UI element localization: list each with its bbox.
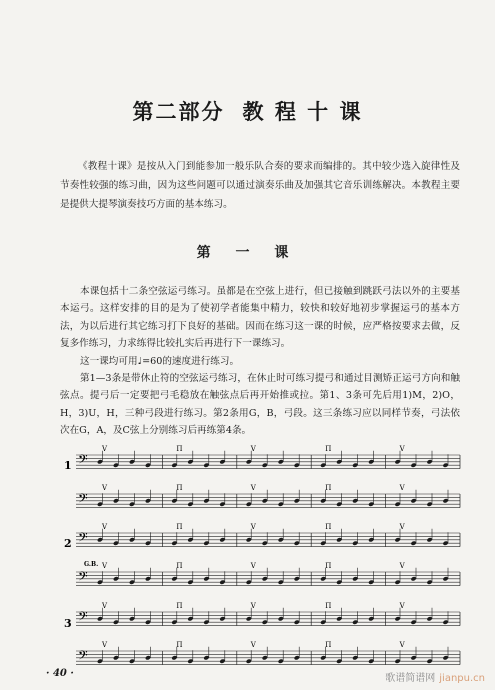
bow-mark: Π [176, 445, 183, 453]
part-name: 教 程 十 课 [242, 99, 363, 124]
watermark [385, 669, 485, 684]
bow-mark: V [399, 602, 405, 610]
notes [97, 451, 449, 664]
bow-mark: V [399, 445, 405, 453]
note-head [97, 659, 103, 664]
bass-clef-icon: 𝄢 [78, 609, 88, 627]
bass-clef-icon: 𝄢 [78, 530, 88, 548]
note-head [113, 463, 119, 468]
note-head [187, 616, 193, 621]
note-head [113, 620, 119, 625]
note-head [203, 463, 209, 468]
note-head [278, 502, 284, 507]
bow-section-label: G.B. [84, 561, 99, 568]
note-head [97, 459, 103, 464]
note-head [320, 541, 326, 546]
note-head [278, 580, 284, 585]
paragraph-2: 这一课均可用♩=60的速度进行练习。 [80, 355, 240, 367]
note-head [411, 498, 417, 503]
note-head [411, 541, 417, 546]
note-head [145, 541, 151, 546]
note-head [336, 459, 342, 464]
lesson-title: 第 一 课 [196, 245, 299, 261]
note-head [411, 463, 417, 468]
bow-mark: V [399, 562, 405, 570]
note-head [320, 498, 326, 503]
note-head [171, 620, 177, 625]
note-head [171, 498, 177, 503]
bass-clef-icon: 𝄢 [78, 648, 88, 666]
note-head [443, 463, 449, 468]
system-number-2: 2 [64, 537, 72, 550]
note-head [187, 502, 193, 507]
paragraph-1: 本课包括十二条空弦运弓练习。虽都是在空弦上进行，但已接触到跳跃弓法以外的主要基本运弓。这样安排的目的是为了使初学者能集中精力，较快和较好地初步掌握运弓的基本方法，为以后进行其它练习打下良好的基础。因而在练习这一课的时候，应严格按要求去做，反复多作练习，力求练得比较扎实后再进行下一课练习。 [60, 286, 460, 350]
note-head [395, 537, 401, 542]
bow-mark: V [399, 641, 405, 649]
system-numbers [64, 459, 72, 630]
note-head [246, 616, 252, 621]
note-head [203, 620, 209, 625]
note-head [171, 541, 177, 546]
note-head [352, 541, 358, 546]
bow-mark: Π [176, 602, 183, 610]
note-head [219, 616, 225, 621]
note-head [411, 576, 417, 581]
note-head [278, 459, 284, 464]
note-head [246, 580, 252, 585]
note-head [368, 580, 374, 585]
note-head [187, 459, 193, 464]
note-head [395, 659, 401, 664]
note-head [352, 620, 358, 625]
note-head [129, 659, 135, 664]
note-head [443, 541, 449, 546]
note-head [171, 655, 177, 660]
bow-mark: V [250, 445, 256, 453]
note-head [294, 620, 300, 625]
note-head [203, 655, 209, 660]
note-head [145, 498, 151, 503]
note-head [187, 659, 193, 664]
bow-mark: V [102, 523, 108, 531]
note-head [336, 616, 342, 621]
note-head [395, 502, 401, 507]
note-head [219, 502, 225, 507]
note-head [336, 502, 342, 507]
note-head [171, 463, 177, 468]
staves [76, 452, 460, 666]
note-head [97, 616, 103, 621]
note-head [336, 659, 342, 664]
bow-mark: V [250, 523, 256, 531]
note-head [262, 576, 268, 581]
bow-mark: Π [176, 562, 183, 570]
note-head [352, 463, 358, 468]
bow-mark: Π [325, 602, 332, 610]
note-head [113, 655, 119, 660]
note-head [427, 459, 433, 464]
note-head [395, 616, 401, 621]
page-number: · 40 · [46, 668, 74, 679]
bow-mark: Π [325, 523, 332, 531]
note-head [368, 502, 374, 507]
note-head [219, 459, 225, 464]
bow-mark: V [250, 562, 256, 570]
note-head [368, 537, 374, 542]
note-head [368, 459, 374, 464]
note-head [368, 616, 374, 621]
note-head [443, 655, 449, 660]
bow-mark: V [102, 562, 108, 570]
note-head [97, 537, 103, 542]
note-head [320, 620, 326, 625]
note-head [113, 541, 119, 546]
note-head [219, 659, 225, 664]
note-head [246, 502, 252, 507]
watermark-site-url: jianpu.cn [439, 673, 485, 684]
watermark-site-cn: 歌谱简谱网 [385, 673, 436, 684]
bow-mark: V [399, 484, 405, 492]
note-head [262, 620, 268, 625]
note-head [262, 655, 268, 660]
bow-mark: Π [176, 523, 183, 531]
note-head [320, 655, 326, 660]
note-head [294, 541, 300, 546]
note-head [113, 498, 119, 503]
note-head [427, 616, 433, 621]
note-head [262, 498, 268, 503]
bass-clef-icon: 𝄢 [78, 452, 88, 470]
note-head [443, 620, 449, 625]
note-head [262, 541, 268, 546]
note-head [145, 463, 151, 468]
note-head [219, 537, 225, 542]
note-head [294, 576, 300, 581]
note-head [411, 655, 417, 660]
bow-mark: V [102, 445, 108, 453]
bow-mark: Π [325, 641, 332, 649]
note-head [427, 659, 433, 664]
note-head [113, 576, 119, 581]
note-head [246, 659, 252, 664]
bow-marks [101, 445, 406, 649]
note-head [336, 580, 342, 585]
note-head [352, 576, 358, 581]
part-title [0, 96, 495, 126]
paragraph-3: 第1—3条是带休止符的空弦运弓练习，在休止时可练习提弓和通过目测矫正运弓方向和触弦点。提弓后一定要把弓毛稳放在触弦点后再开始推或拉。第1、3条可先后用1)M，2)O，H，3)U，H，三种弓段进行练习。第2条用G，B，弓段。这三条练习应以同样节奏，弓法依次在G，A，及C弦上分别练习后再练第4条。 [60, 373, 460, 437]
bow-mark: V [250, 602, 256, 610]
note-head [187, 580, 193, 585]
note-head [278, 616, 284, 621]
note-head [395, 580, 401, 585]
note-head [294, 498, 300, 503]
note-head [129, 616, 135, 621]
note-head [187, 537, 193, 542]
note-head [203, 541, 209, 546]
bow-mark: Π [325, 562, 332, 570]
note-head [443, 498, 449, 503]
system-number-1: 1 [64, 459, 72, 472]
bow-mark: V [102, 602, 108, 610]
bow-mark: V [102, 484, 108, 492]
bow-mark: V [250, 484, 256, 492]
part-label: 第二部分 [132, 99, 225, 124]
note-head [145, 576, 151, 581]
bow-mark: V [102, 641, 108, 649]
note-head [246, 537, 252, 542]
note-head [278, 659, 284, 664]
note-head [246, 459, 252, 464]
note-head [294, 655, 300, 660]
intro-text: 《教程十课》是按从入门到能参加一般乐队合奏的要求而编排的。其中较少选入旋律性及节奏性较强的练习曲，因为这些问题可以通过演奏乐曲及加强其它音乐训练解决。本教程主要是提供大提琴演奏技巧方面的基本练习。 [60, 161, 460, 210]
note-head [336, 537, 342, 542]
note-head [129, 502, 135, 507]
bow-mark: Π [176, 484, 183, 492]
lesson-body [60, 283, 460, 440]
note-head [129, 459, 135, 464]
note-head [129, 537, 135, 542]
note-head [145, 620, 151, 625]
note-head [320, 463, 326, 468]
bow-mark: Π [176, 641, 183, 649]
note-head [352, 498, 358, 503]
note-head [97, 502, 103, 507]
bass-clef-icon: 𝄢 [78, 569, 88, 587]
note-head [203, 498, 209, 503]
note-head [171, 576, 177, 581]
bow-mark: Π [325, 484, 332, 492]
note-head [427, 537, 433, 542]
note-head [411, 620, 417, 625]
note-head [320, 576, 326, 581]
note-head [203, 576, 209, 581]
bow-mark: Π [325, 445, 332, 453]
note-head [145, 655, 151, 660]
bow-mark: V [250, 641, 256, 649]
note-head [395, 459, 401, 464]
note-head [262, 463, 268, 468]
note-head [427, 580, 433, 585]
note-head [294, 463, 300, 468]
note-head [443, 576, 449, 581]
bow-mark: V [399, 523, 405, 531]
note-head [219, 580, 225, 585]
intro-paragraph [60, 157, 460, 214]
system-number-3: 3 [64, 617, 72, 630]
note-head [368, 659, 374, 664]
note-head [97, 580, 103, 585]
note-head [278, 537, 284, 542]
note-head [427, 502, 433, 507]
note-head [129, 580, 135, 585]
bass-clef-icon: 𝄢 [78, 491, 88, 509]
note-head [352, 655, 358, 660]
